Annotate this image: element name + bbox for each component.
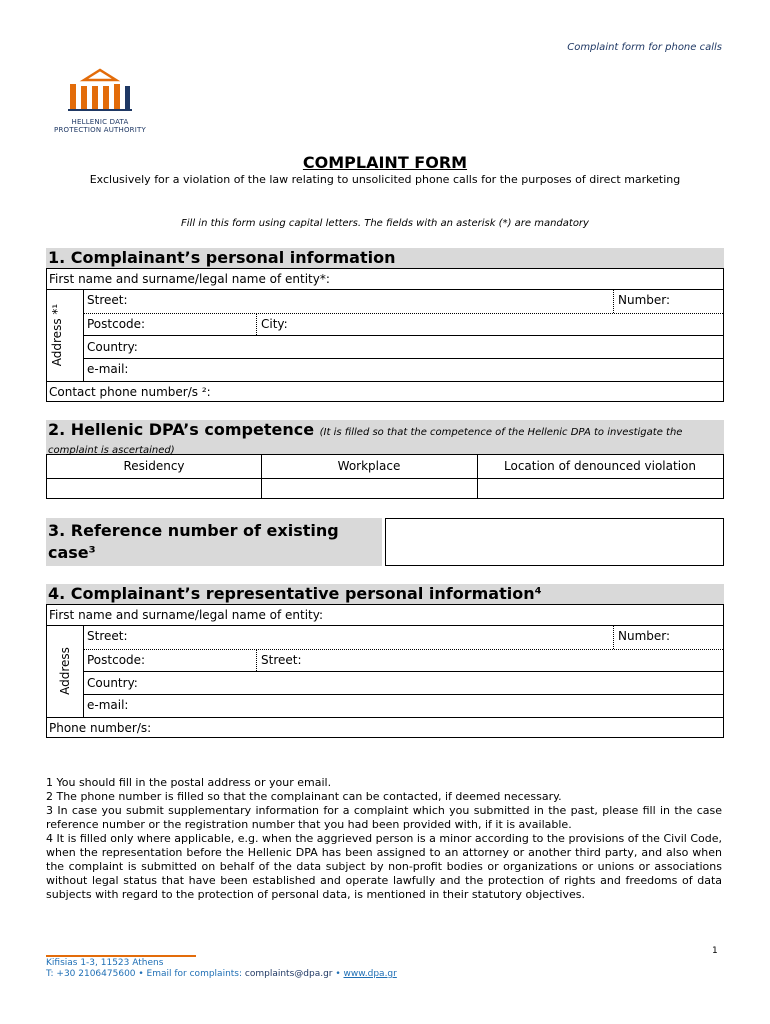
email-label[interactable]: e-mail: [87, 362, 129, 376]
section2-title: 2. Hellenic DPA’s competence [48, 420, 315, 439]
footer-contact: T: +30 2106475600 • Email for complaints: complaints@dpa.gr • www.dpa.gr [46, 969, 397, 979]
rep-address-vertical-label: Address [58, 647, 72, 695]
columns-logo-icon [48, 66, 152, 118]
section3-heading: 3. Reference number of existing case³ [46, 518, 382, 566]
form-title: COMPLAINT FORM [302, 153, 468, 172]
footnote-2: 2 The phone number is filled so that the complainant can be contacted, if deemed necessary. [46, 790, 562, 803]
rep-postcode-label[interactable]: Postcode: [87, 653, 146, 667]
country-label[interactable]: Country: [87, 340, 138, 354]
street-label[interactable]: Street: [87, 293, 128, 307]
footnotes [46, 776, 722, 902]
complainant-name-label: First name and surname/legal name of entity*: [49, 272, 330, 286]
footer-divider [46, 955, 196, 957]
col-location: Location of denounced violation [504, 459, 696, 473]
competence-table [46, 454, 724, 499]
workplace-input[interactable] [262, 479, 476, 497]
footnote-1: 1 You should fill in the postal address or your email. [46, 776, 332, 789]
address-vertical-label: Address *¹ [50, 303, 64, 367]
rep-country-label[interactable]: Country: [87, 676, 138, 690]
header-note: Complaint form for phone calls [567, 42, 722, 53]
location-input[interactable] [478, 479, 722, 497]
page-number: 1 [712, 946, 718, 956]
hdpa-logo [48, 66, 152, 140]
residency-input[interactable] [48, 479, 260, 497]
city-label[interactable]: City: [261, 317, 288, 331]
footnote-3: 3 In case you submit supplementary information for a complaint which you submitted in the past, please fill in the case reference number or the registration number that you had been provided with, if it is available. [46, 804, 722, 831]
logo-text: HELLENIC DATA PROTECTION AUTHORITY [54, 118, 146, 134]
rep-email-label[interactable]: e-mail: [87, 698, 129, 712]
reference-number-input[interactable] [385, 518, 724, 566]
footer-address: Kifisias 1-3, 11523 Athens [46, 958, 164, 968]
rep-street-label[interactable]: Street: [87, 629, 128, 643]
form-subtitle: Exclusively for a violation of the law relating to unsolicited phone calls for the purposes of direct marketing [89, 173, 681, 186]
postcode-label[interactable]: Postcode: [87, 317, 146, 331]
section1-heading: 1. Complainant’s personal information [46, 248, 724, 268]
footnote-4: 4 It is filled only where applicable, e.g. when the aggrieved person is a minor according to the provisions of the Civil Code, when the representation before the Hellenic DPA has been assigned to an attorney or another third party, and also when the complaint is submitted on behalf of the data subject by non-profit bodies or organizations or unions or associations without legal status that have been established and operate lawfully and the protection of rights and freedoms of data subjects with regard to the protection of personal data, is mentioned in their statutory objectives. [46, 832, 722, 901]
section1-box [46, 268, 724, 402]
number-label[interactable]: Number: [618, 293, 671, 307]
footer-website-link[interactable]: www.dpa.gr [343, 969, 397, 979]
section2-note: (It is filled so that the competence of the Hellenic DPA to investigate the complaint is ascertained) [48, 427, 683, 456]
rep-street2-label[interactable]: Street: [261, 653, 302, 667]
form-instructions: Fill in this form using capital letters. The fields with an asterisk (*) are mandatory [181, 218, 589, 229]
rep-name-label: First name and surname/legal name of entity: [49, 608, 324, 622]
rep-phone-label[interactable]: Phone number/s: [49, 721, 152, 735]
section4-heading: 4. Complainant’s representative personal information⁴ [46, 584, 724, 604]
footer-email[interactable]: complaints@dpa.gr [244, 969, 333, 979]
section2-heading [46, 420, 724, 454]
section4-box [46, 604, 724, 738]
col-workplace: Workplace [337, 459, 401, 473]
rep-number-label[interactable]: Number: [618, 629, 671, 643]
phone-label[interactable]: Contact phone number/s ²: [49, 385, 211, 399]
col-residency: Residency [123, 459, 185, 473]
